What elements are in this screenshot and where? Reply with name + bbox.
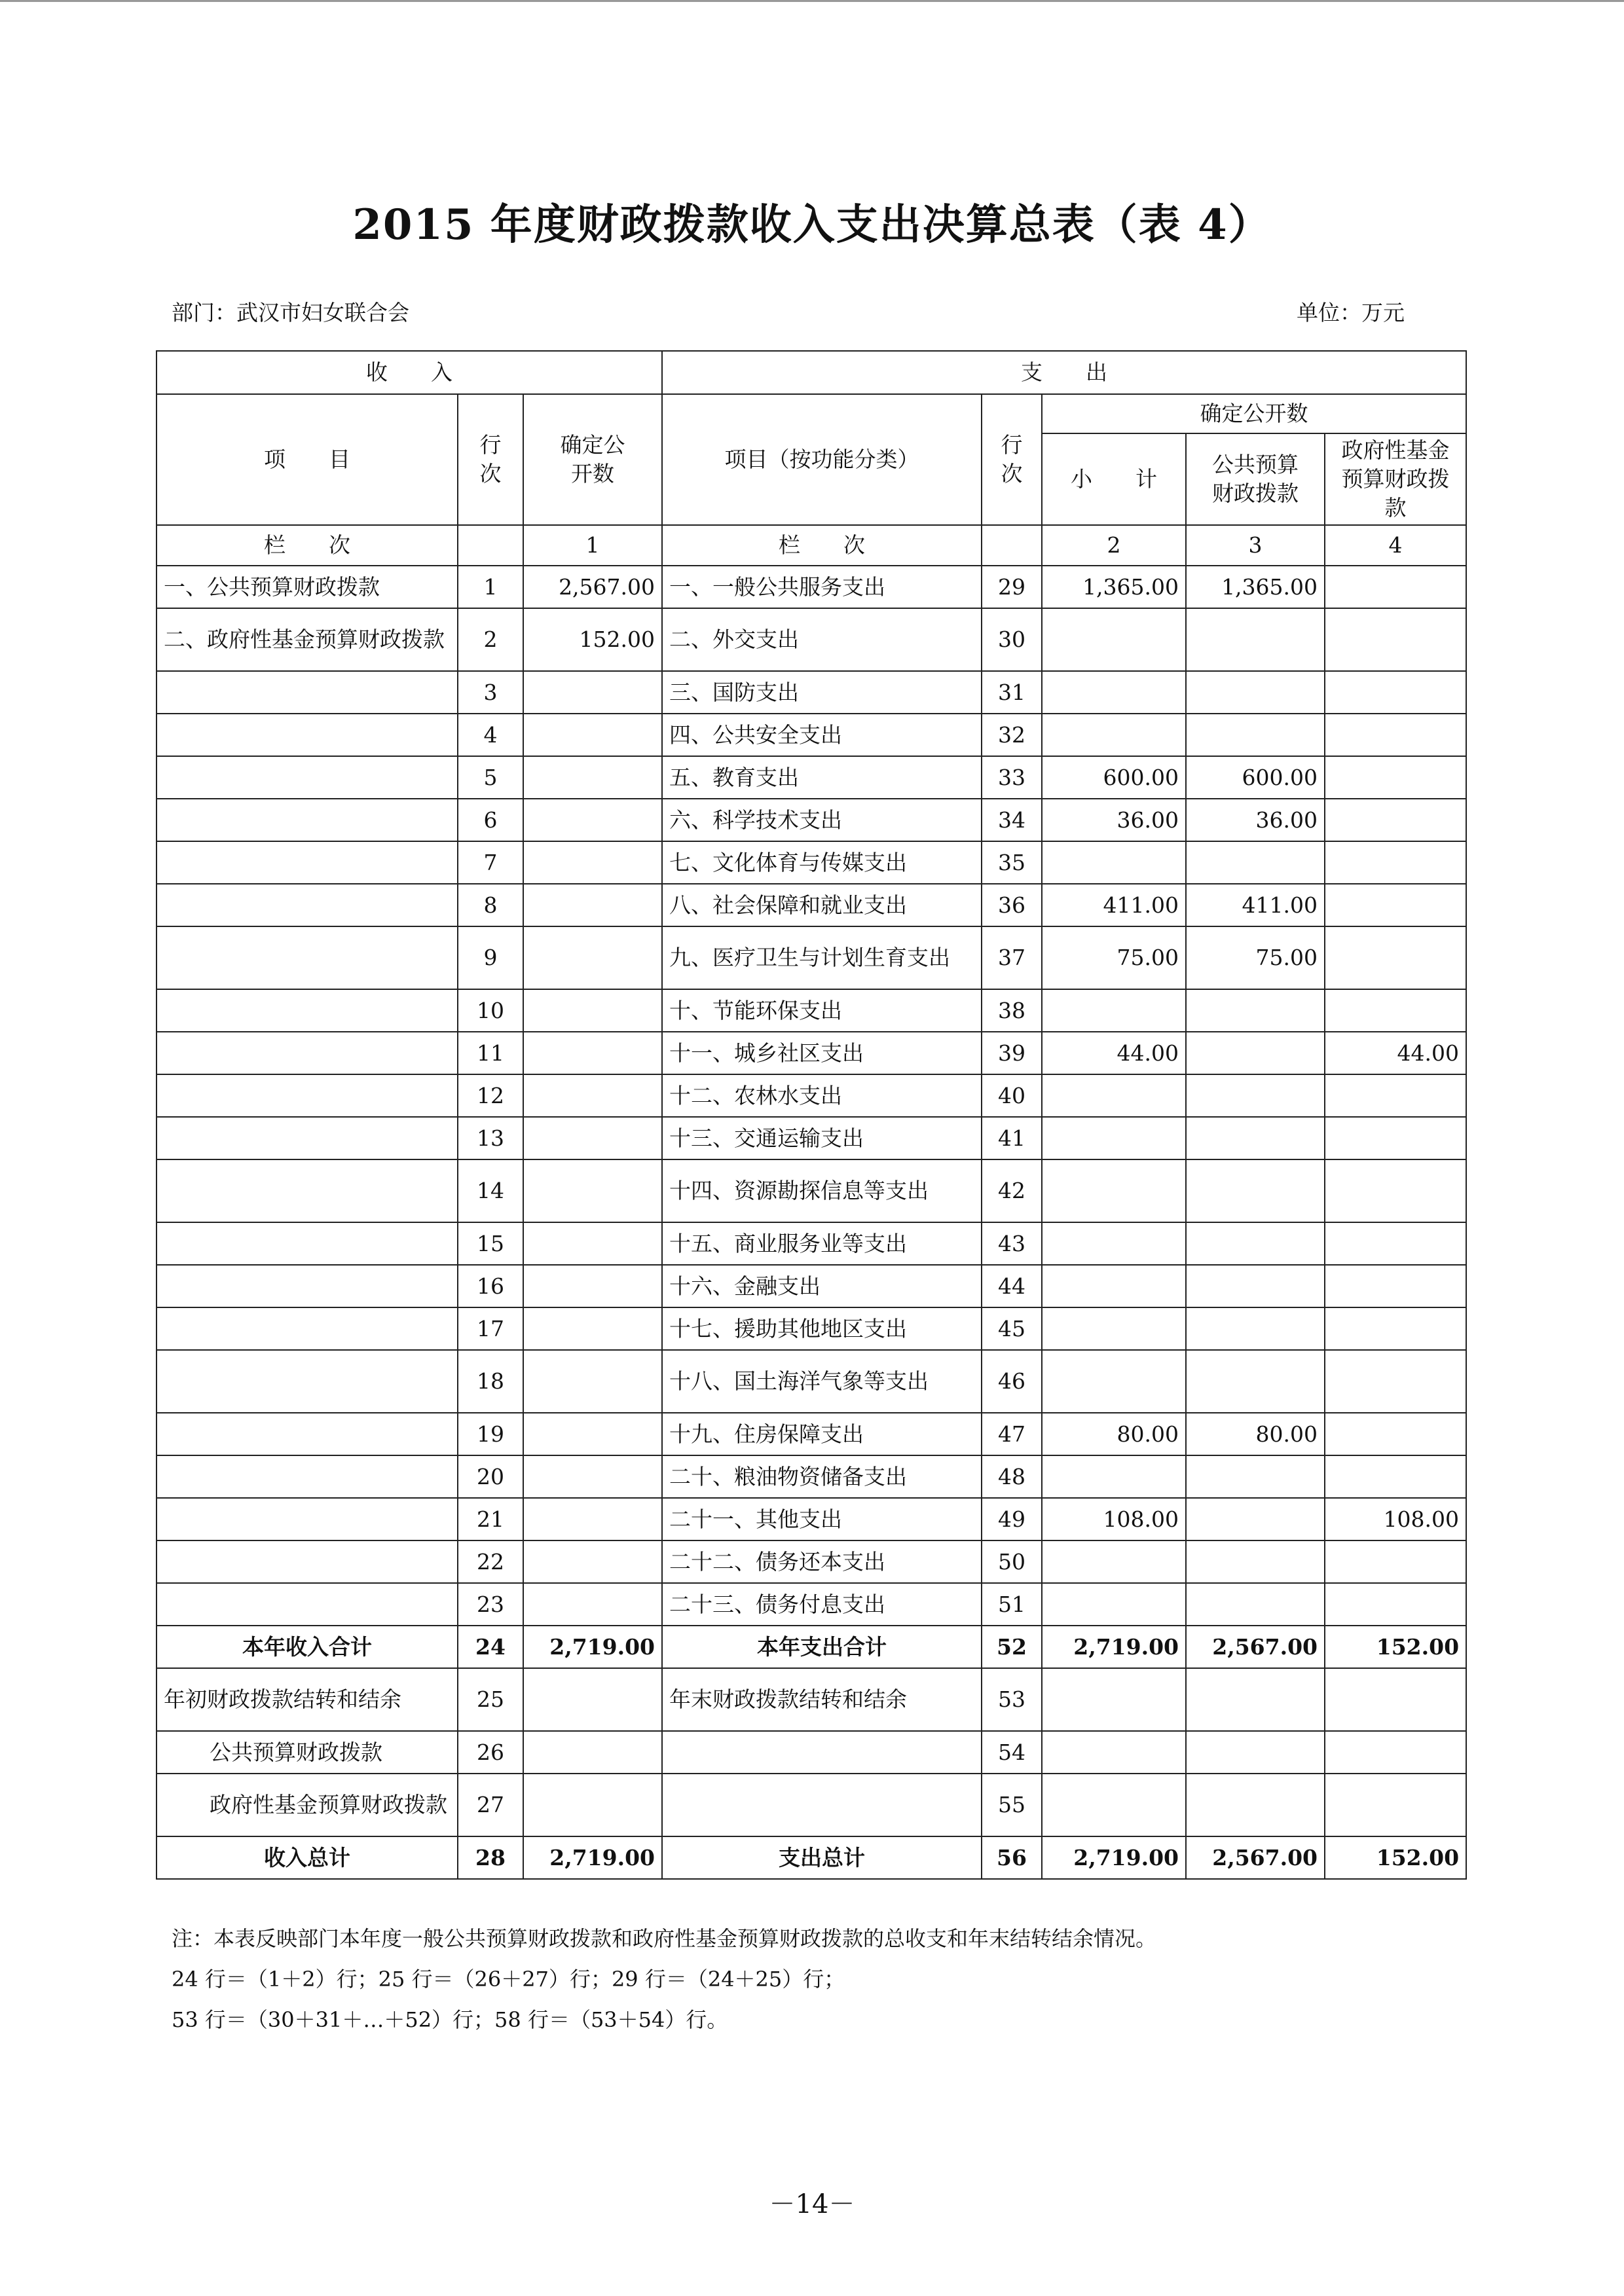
col-number-1: 1 (523, 525, 662, 566)
table-row (157, 1350, 1466, 1413)
gov-fund-amount (1325, 714, 1466, 756)
income-item (157, 1498, 458, 1540)
expense-row-no: 52 (982, 1626, 1042, 1668)
unit-label: 单位：万元 (1297, 300, 1405, 325)
income-amount: 2,719.00 (523, 1836, 662, 1879)
expense-row-no: 40 (982, 1074, 1042, 1117)
public-budget-amount (1186, 671, 1325, 714)
income-row-no: 15 (458, 1222, 523, 1265)
expense-item: 五、教育支出 (662, 756, 982, 799)
expense-row-no: 31 (982, 671, 1042, 714)
gov-fund-amount (1325, 1265, 1466, 1307)
expense-row-no: 35 (982, 841, 1042, 884)
expense-row-no: 37 (982, 926, 1042, 989)
subtotal-amount: 75.00 (1042, 926, 1186, 989)
subtotal-amount: 600.00 (1042, 756, 1186, 799)
income-amount (523, 1307, 662, 1350)
gov-fund-amount (1325, 608, 1466, 671)
subtotal-amount (1042, 671, 1186, 714)
public-budget-amount: 600.00 (1186, 756, 1325, 799)
income-item: 本年收入合计 (157, 1626, 458, 1668)
gov-fund-amount (1325, 841, 1466, 884)
expense-item: 十、节能环保支出 (662, 989, 982, 1032)
subtotal-amount: 80.00 (1042, 1413, 1186, 1455)
expense-row-no: 29 (982, 566, 1042, 608)
expense-header: 支 出 (662, 351, 1466, 394)
income-item: 政府性基金预算财政拨款 (157, 1774, 458, 1836)
income-row-no: 26 (458, 1731, 523, 1774)
income-row-no: 10 (458, 989, 523, 1032)
expense-approved-header: 确定公开数 (1042, 394, 1466, 433)
expense-row-no: 30 (982, 608, 1042, 671)
expense-row-no: 44 (982, 1265, 1042, 1307)
income-row-no: 21 (458, 1498, 523, 1540)
income-item (157, 1117, 458, 1159)
income-row-no: 18 (458, 1350, 523, 1413)
income-amount (523, 1583, 662, 1626)
income-amount (523, 1117, 662, 1159)
gov-fund-amount (1325, 756, 1466, 799)
expense-item: 十七、援助其他地区支出 (662, 1307, 982, 1350)
expense-item (662, 1774, 982, 1836)
gov-fund-amount (1325, 671, 1466, 714)
expense-item: 十四、资源勘探信息等支出 (662, 1159, 982, 1222)
subtotal-amount (1042, 1668, 1186, 1731)
note-line: 注：本表反映部门本年度一般公共预算财政拨款和政府性基金预算财政拨款的总收支和年末结转结余情况。 (172, 1926, 1157, 1951)
table-row (157, 1774, 1466, 1836)
table-row (157, 1498, 1466, 1540)
subtotal-amount (1042, 1159, 1186, 1222)
expense-row-no: 49 (982, 1498, 1042, 1540)
subtotal-amount (1042, 1583, 1186, 1626)
gov-fund-amount: 44.00 (1325, 1032, 1466, 1074)
empty-cell (982, 525, 1042, 566)
expense-row-no: 43 (982, 1222, 1042, 1265)
expense-item: 九、医疗卫生与计划生育支出 (662, 926, 982, 989)
expense-item: 四、公共安全支出 (662, 714, 982, 756)
expense-row-no: 48 (982, 1455, 1042, 1498)
income-row-no: 25 (458, 1668, 523, 1731)
gov-fund-amount (1325, 1455, 1466, 1498)
income-item-header: 项 目 (157, 394, 458, 525)
subtotal-amount (1042, 1731, 1186, 1774)
subtotal-amount (1042, 1222, 1186, 1265)
income-amount (523, 1222, 662, 1265)
income-item (157, 1307, 458, 1350)
table-row (157, 884, 1466, 926)
expense-row-no: 51 (982, 1583, 1042, 1626)
gov-fund-amount (1325, 884, 1466, 926)
table-row (157, 799, 1466, 841)
income-row-no: 23 (458, 1583, 523, 1626)
subtotal-amount (1042, 714, 1186, 756)
expense-item: 十一、城乡社区支出 (662, 1032, 982, 1074)
income-row-no: 1 (458, 566, 523, 608)
public-budget-amount (1186, 1455, 1325, 1498)
income-approved-header: 确定公开数 (523, 394, 662, 525)
public-budget-amount (1186, 1032, 1325, 1074)
subtotal-amount: 2,719.00 (1042, 1836, 1186, 1879)
gov-fund-amount (1325, 566, 1466, 608)
income-amount (523, 1413, 662, 1455)
table-row (157, 566, 1466, 608)
public-budget-header: 公共预算财政拨款 (1186, 433, 1325, 525)
income-item (157, 1540, 458, 1583)
subtotal-amount: 2,719.00 (1042, 1626, 1186, 1668)
gov-fund-amount (1325, 989, 1466, 1032)
income-item: 公共预算财政拨款 (157, 1731, 458, 1774)
table-row (157, 1032, 1466, 1074)
expense-item: 十二、农林水支出 (662, 1074, 982, 1117)
public-budget-amount: 2,567.00 (1186, 1626, 1325, 1668)
income-amount (523, 714, 662, 756)
table-row (157, 1117, 1466, 1159)
income-row-no-header: 行次 (458, 394, 523, 525)
table-row (157, 841, 1466, 884)
table-row (157, 1731, 1466, 1774)
budget-table (156, 350, 1467, 1880)
expense-item: 八、社会保障和就业支出 (662, 884, 982, 926)
note-line: 53 行＝（30＋31＋…＋52）行；58 行＝（53＋54）行。 (172, 2007, 728, 2032)
income-item (157, 1074, 458, 1117)
income-amount (523, 1731, 662, 1774)
income-row-no: 12 (458, 1074, 523, 1117)
income-amount (523, 1540, 662, 1583)
income-amount (523, 1265, 662, 1307)
page-number: －14－ (769, 2189, 855, 2219)
table-row (157, 1626, 1466, 1668)
table-row (157, 1307, 1466, 1350)
expense-item: 六、科学技术支出 (662, 799, 982, 841)
expense-row-no: 45 (982, 1307, 1042, 1350)
gov-fund-amount (1325, 1117, 1466, 1159)
income-row-no: 19 (458, 1413, 523, 1455)
expense-row-no: 34 (982, 799, 1042, 841)
page-title: 2015 年度财政拨款收入支出决算总表（表 4） (352, 200, 1272, 249)
expense-item: 十三、交通运输支出 (662, 1117, 982, 1159)
expense-row-no: 50 (982, 1540, 1042, 1583)
gov-fund-amount (1325, 1731, 1466, 1774)
public-budget-amount (1186, 1117, 1325, 1159)
public-budget-amount (1186, 989, 1325, 1032)
subtotal-amount (1042, 1350, 1186, 1413)
subtotal-amount: 1,365.00 (1042, 566, 1186, 608)
table-row (157, 756, 1466, 799)
gov-fund-amount (1325, 1540, 1466, 1583)
table-row (157, 1540, 1466, 1583)
subtotal-header: 小 计 (1042, 433, 1186, 525)
public-budget-amount: 36.00 (1186, 799, 1325, 841)
expense-row-no: 39 (982, 1032, 1042, 1074)
expense-col-label: 栏 次 (662, 525, 982, 566)
income-item (157, 1583, 458, 1626)
public-budget-amount (1186, 1668, 1325, 1731)
income-amount (523, 1668, 662, 1731)
income-row-no: 4 (458, 714, 523, 756)
gov-fund-amount: 152.00 (1325, 1626, 1466, 1668)
expense-item: 十五、商业服务业等支出 (662, 1222, 982, 1265)
expense-item-header: 项目（按功能分类） (662, 394, 982, 525)
public-budget-amount (1186, 1074, 1325, 1117)
income-col-label: 栏 次 (157, 525, 458, 566)
public-budget-amount: 1,365.00 (1186, 566, 1325, 608)
table-row (157, 671, 1466, 714)
expense-item: 年末财政拨款结转和结余 (662, 1668, 982, 1731)
subtotal-amount (1042, 1265, 1186, 1307)
subtotal-amount (1042, 608, 1186, 671)
table-row (157, 1159, 1466, 1222)
public-budget-amount (1186, 841, 1325, 884)
income-amount (523, 1074, 662, 1117)
subtotal-amount (1042, 989, 1186, 1032)
subtotal-amount: 108.00 (1042, 1498, 1186, 1540)
subtotal-amount (1042, 841, 1186, 884)
income-item: 年初财政拨款结转和结余 (157, 1668, 458, 1731)
subtotal-amount: 411.00 (1042, 884, 1186, 926)
income-amount (523, 1455, 662, 1498)
public-budget-amount: 80.00 (1186, 1413, 1325, 1455)
income-row-no: 24 (458, 1626, 523, 1668)
gov-fund-amount (1325, 926, 1466, 989)
gov-fund-amount (1325, 1668, 1466, 1731)
income-amount (523, 1498, 662, 1540)
top-rule (0, 0, 1624, 2)
expense-row-no: 41 (982, 1117, 1042, 1159)
table-row (157, 1222, 1466, 1265)
subtotal-amount (1042, 1117, 1186, 1159)
gov-fund-amount (1325, 1413, 1466, 1455)
income-amount (523, 989, 662, 1032)
income-row-no: 2 (458, 608, 523, 671)
expense-row-no: 42 (982, 1159, 1042, 1222)
income-row-no: 14 (458, 1159, 523, 1222)
table-row (157, 1074, 1466, 1117)
income-row-no: 7 (458, 841, 523, 884)
expense-item: 二十、粮油物资储备支出 (662, 1455, 982, 1498)
empty-cell (458, 525, 523, 566)
subtotal-amount (1042, 1540, 1186, 1583)
expense-item: 十六、金融支出 (662, 1265, 982, 1307)
income-item (157, 1455, 458, 1498)
public-budget-amount (1186, 1307, 1325, 1350)
subtotal-amount: 36.00 (1042, 799, 1186, 841)
income-row-no: 22 (458, 1540, 523, 1583)
income-item (157, 799, 458, 841)
income-item (157, 926, 458, 989)
expense-row-no-header: 行次 (982, 394, 1042, 525)
public-budget-amount (1186, 1498, 1325, 1540)
expense-item: 一、一般公共服务支出 (662, 566, 982, 608)
public-budget-amount (1186, 1265, 1325, 1307)
income-item (157, 671, 458, 714)
gov-fund-amount (1325, 1222, 1466, 1265)
table-row (157, 1836, 1466, 1879)
subtotal-amount (1042, 1307, 1186, 1350)
subtotal-amount (1042, 1774, 1186, 1836)
public-budget-amount (1186, 1540, 1325, 1583)
expense-row-no: 46 (982, 1350, 1042, 1413)
income-item: 一、公共预算财政拨款 (157, 566, 458, 608)
income-amount: 2,719.00 (523, 1626, 662, 1668)
income-item (157, 1413, 458, 1455)
expense-row-no: 47 (982, 1413, 1042, 1455)
public-budget-amount (1186, 1350, 1325, 1413)
income-amount (523, 1774, 662, 1836)
income-row-no: 3 (458, 671, 523, 714)
public-budget-amount (1186, 1774, 1325, 1836)
table-row (157, 1668, 1466, 1731)
notes (172, 1918, 1156, 2040)
expense-item: 支出总计 (662, 1836, 982, 1879)
income-amount (523, 671, 662, 714)
income-amount (523, 841, 662, 884)
col-number-4: 4 (1325, 525, 1466, 566)
income-row-no: 16 (458, 1265, 523, 1307)
public-budget-amount (1186, 714, 1325, 756)
income-amount: 2,567.00 (523, 566, 662, 608)
gov-fund-amount (1325, 799, 1466, 841)
income-item (157, 884, 458, 926)
income-item (157, 1032, 458, 1074)
expense-row-no: 32 (982, 714, 1042, 756)
income-amount: 152.00 (523, 608, 662, 671)
table-row (157, 1583, 1466, 1626)
income-item (157, 841, 458, 884)
table-row (157, 1413, 1466, 1455)
expense-row-no: 55 (982, 1774, 1042, 1836)
gov-fund-amount (1325, 1350, 1466, 1413)
expense-row-no: 38 (982, 989, 1042, 1032)
expense-item (662, 1731, 982, 1774)
expense-item: 七、文化体育与传媒支出 (662, 841, 982, 884)
income-item (157, 989, 458, 1032)
income-item: 收入总计 (157, 1836, 458, 1879)
col-number-3: 3 (1186, 525, 1325, 566)
income-row-no: 17 (458, 1307, 523, 1350)
expense-row-no: 36 (982, 884, 1042, 926)
col-number-2: 2 (1042, 525, 1186, 566)
gov-fund-amount (1325, 1074, 1466, 1117)
income-amount (523, 926, 662, 989)
public-budget-amount (1186, 1583, 1325, 1626)
public-budget-amount (1186, 1222, 1325, 1265)
public-budget-amount (1186, 1731, 1325, 1774)
income-row-no: 8 (458, 884, 523, 926)
expense-item: 十八、国土海洋气象等支出 (662, 1350, 982, 1413)
income-amount (523, 1159, 662, 1222)
expense-item: 十九、住房保障支出 (662, 1413, 982, 1455)
public-budget-amount: 411.00 (1186, 884, 1325, 926)
income-amount (523, 1350, 662, 1413)
expense-item: 本年支出合计 (662, 1626, 982, 1668)
table-row (157, 608, 1466, 671)
income-item (157, 1159, 458, 1222)
note-line: 24 行＝（1＋2）行；25 行＝（26＋27）行；29 行＝（24＋25）行； (172, 1967, 845, 1992)
department-label: 部门：武汉市妇女联合会 (172, 300, 409, 325)
gov-fund-amount (1325, 1307, 1466, 1350)
public-budget-amount: 2,567.00 (1186, 1836, 1325, 1879)
income-row-no: 6 (458, 799, 523, 841)
income-amount (523, 884, 662, 926)
income-row-no: 11 (458, 1032, 523, 1074)
income-item (157, 714, 458, 756)
table-row (157, 1455, 1466, 1498)
income-item: 二、政府性基金预算财政拨款 (157, 608, 458, 671)
income-item (157, 756, 458, 799)
income-row-no: 20 (458, 1455, 523, 1498)
expense-item: 二十二、债务还本支出 (662, 1540, 982, 1583)
income-amount (523, 756, 662, 799)
gov-fund-amount: 152.00 (1325, 1836, 1466, 1879)
expense-item: 二、外交支出 (662, 608, 982, 671)
income-row-no: 27 (458, 1774, 523, 1836)
table-row (157, 926, 1466, 989)
subtotal-amount: 44.00 (1042, 1032, 1186, 1074)
income-amount (523, 799, 662, 841)
subtotal-amount (1042, 1455, 1186, 1498)
expense-row-no: 33 (982, 756, 1042, 799)
expense-row-no: 56 (982, 1836, 1042, 1879)
expense-item: 二十一、其他支出 (662, 1498, 982, 1540)
expense-item: 三、国防支出 (662, 671, 982, 714)
public-budget-amount (1186, 1159, 1325, 1222)
income-item (157, 1350, 458, 1413)
public-budget-amount: 75.00 (1186, 926, 1325, 989)
gov-fund-amount: 108.00 (1325, 1498, 1466, 1540)
subtotal-amount (1042, 1074, 1186, 1117)
income-item (157, 1265, 458, 1307)
income-row-no: 28 (458, 1836, 523, 1879)
public-budget-amount (1186, 608, 1325, 671)
income-row-no: 13 (458, 1117, 523, 1159)
income-item (157, 1222, 458, 1265)
expense-row-no: 53 (982, 1668, 1042, 1731)
income-amount (523, 1032, 662, 1074)
income-row-no: 5 (458, 756, 523, 799)
gov-fund-header: 政府性基金预算财政拨款 (1325, 433, 1466, 525)
table-row (157, 1265, 1466, 1307)
table-row (157, 714, 1466, 756)
expense-row-no: 54 (982, 1731, 1042, 1774)
income-row-no: 9 (458, 926, 523, 989)
expense-item: 二十三、债务付息支出 (662, 1583, 982, 1626)
gov-fund-amount (1325, 1774, 1466, 1836)
gov-fund-amount (1325, 1159, 1466, 1222)
table-row (157, 989, 1466, 1032)
income-header: 收 入 (157, 351, 662, 394)
gov-fund-amount (1325, 1583, 1466, 1626)
